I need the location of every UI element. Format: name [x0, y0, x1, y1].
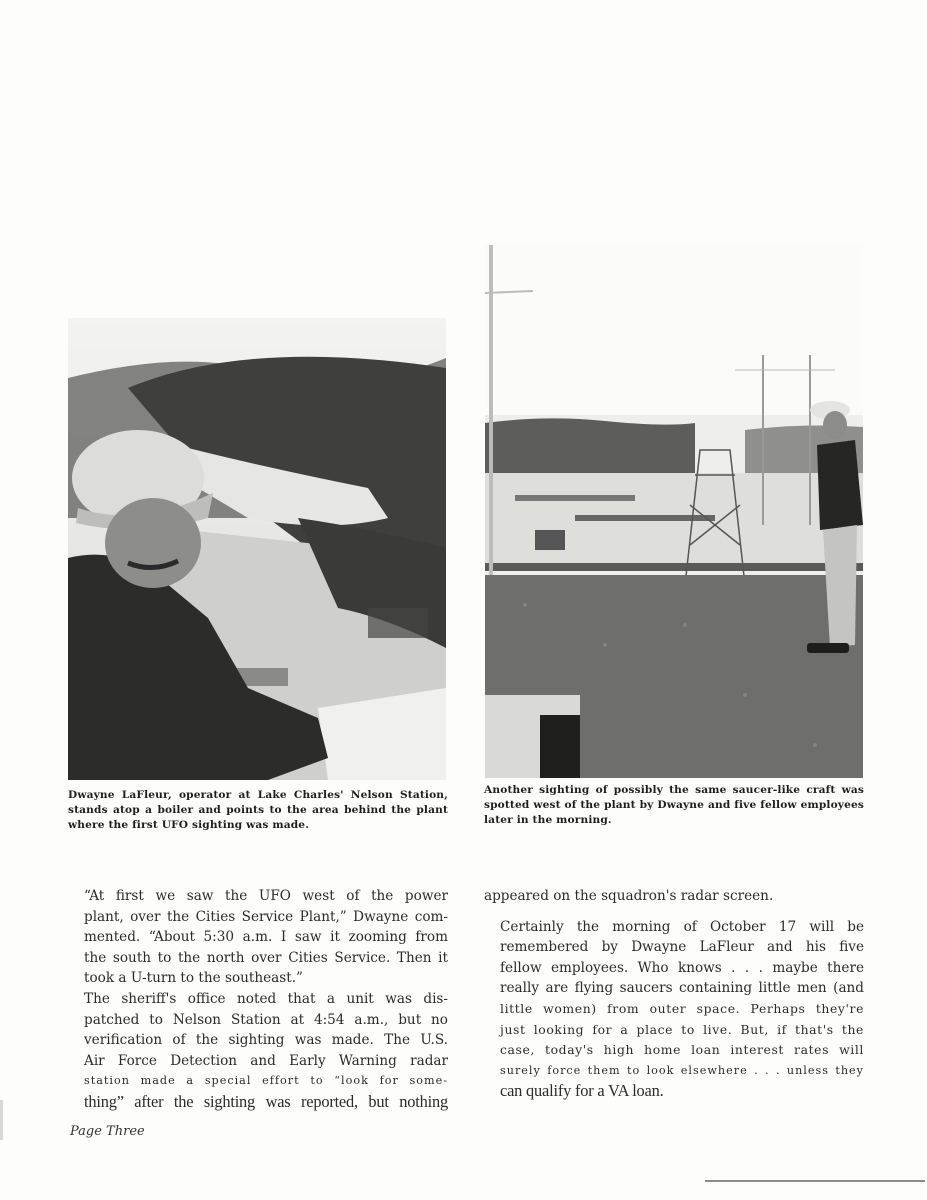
photo-caption-right: Another sighting of possibly the same saucer-like craft was spotted west of the plant by Dwayne and five fellow employees later in the morning.	[484, 784, 864, 826]
text-line: really are flying saucers containing little men (and	[500, 980, 864, 997]
text-line: appeared on the squadron's radar screen.	[484, 888, 774, 904]
article-column-left	[68, 886, 448, 1113]
text-line: surely force them to look elsewhere . . . unless they	[500, 1063, 864, 1077]
photo-caption-left: Dwayne LaFleur, operator at Lake Charles' Nelson Station, stands atop a boiler and points to the area behind the plant where the first UFO sighting was made.	[68, 789, 448, 831]
page-number: Page Three	[70, 1124, 145, 1139]
text-line: the south to the north over Cities Service. Then it	[84, 949, 448, 966]
text-line: just looking for a place to live. But, if that's the	[500, 1021, 864, 1037]
paragraph-ufo-quote	[68, 886, 448, 989]
text-line: Air Force Detection and Early Warning radar	[84, 1052, 448, 1069]
paragraph-sheriff-office	[68, 989, 448, 1113]
text-line: little women) from outer space. Perhaps they're	[500, 1000, 864, 1016]
text-line: took a U-turn to the southeast.”	[84, 970, 303, 987]
text-line: plant, over the Cities Service Plant,” Dwayne com-	[84, 908, 448, 925]
photo-right-illustration	[485, 245, 863, 778]
photo-rooftop-overlooking-plant	[485, 245, 863, 778]
footer-rule	[705, 1180, 925, 1182]
text-line: verification of the sighting was made. The U.S.	[84, 1032, 448, 1049]
photo-dwayne-lafleur-on-boiler	[68, 318, 446, 780]
text-line: mented. “About 5:30 a.m. I saw it zooming from	[84, 929, 448, 946]
text-line: case, today's high home loan interest rates will	[500, 1042, 864, 1058]
text-line: The sheriff's office noted that a unit was dis-	[84, 990, 448, 1007]
text-line: can qualify for a VA loan.	[500, 1081, 664, 1101]
text-line: fellow employees. Who knows . . . maybe there	[500, 959, 864, 976]
paragraph-conclusion	[484, 917, 864, 1102]
text-line: thing” after the sighting was reported, but nothing	[84, 1091, 448, 1111]
text-line: station made a special effort to “look for some-	[84, 1074, 448, 1088]
text-line: “At first we saw the UFO west of the power	[84, 888, 448, 904]
scan-edge-shadow	[0, 1100, 3, 1140]
text-line: Certainly the morning of October 17 will be	[500, 918, 864, 935]
paragraph-radar-continuation	[484, 886, 864, 907]
text-line: patched to Nelson Station at 4:54 a.m., but no	[84, 1011, 448, 1028]
photo-left-illustration	[68, 318, 446, 780]
text-line: remembered by Dwayne LaFleur and his five	[500, 939, 864, 956]
article-column-right	[484, 886, 864, 1102]
